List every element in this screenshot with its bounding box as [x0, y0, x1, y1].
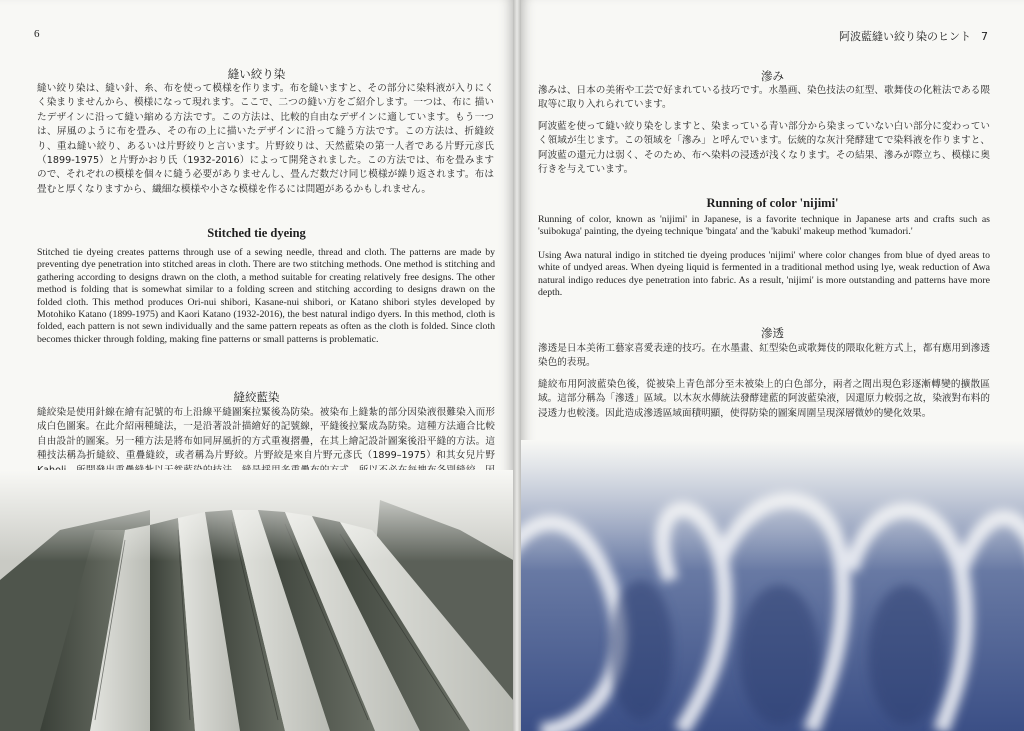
running-head-title: 阿波藍縫い絞り染のヒント	[839, 30, 971, 43]
stitched-cloth-photo	[0, 470, 513, 731]
en-heading: Stitched tie dyeing	[207, 226, 306, 240]
zh-paragraph: 縫絞染是使用針線在繪有記號的布上沿線平縫圖案拉緊後為防染。被染布上縫紮的部分因染液很難染入而形成白色圖案。在此介紹兩種縫法，一是沿著設計描繪好的記號線，平縫後拉緊成為防染。這種方法適合比較自由設計的圖案。另一種方法是將布如同屏風折的方式重複摺疊，在其上繪記設計圖案後沿平縫的方法。這種技法稱為折縫絞、重疊縫絞，或者稱為片野絞。片野絞是來自片野元彥氏（1899–1975）和其女兒片野	[37, 407, 495, 462]
zh-heading: 縫絞藍染	[233, 390, 280, 404]
jp-paragraph-2: 阿波藍を使って縫い絞り染をしますと、染まっている青い部分から染まっていない白い部分に変わっていく領域が生じます。この領域を「滲み」と呼んでいます。伝統的な灰汁発酵建てで染料液を作りますと、阿波藍の還元力は弱く、そのため、布へ染料の浸透が浅くなります。その結果、滲みが際立ち、模様に奥行きを与えています。	[538, 121, 990, 176]
en-heading: Running of color 'nijimi'	[706, 196, 839, 210]
zh-paragraph-2: 縫絞布用阿波藍染色後，從被染上青色部分至未被染上的白色部分，兩者之間出現色彩逐漸轉變的擴散區域。這部分稱為「滲透」區域。以木灰水傳統法發酵建藍的阿波藍染液，因還原力較弱之故，染液對布料的浸透力也較淺。因此造成滲透區域面積明顯，使得防染的圖案周圍呈現深層微妙的變化效果。	[538, 379, 990, 419]
right-page	[521, 0, 1024, 731]
zh-heading: 滲透	[761, 326, 784, 340]
en-paragraph: Stitched tie dyeing creates patterns through use of a sewing needle, thread and cloth. The patterns are made by preventing dye penetration into stitched areas in cloth. There are two stitching methods. One method is stitching and gathering according to designs drawn on the cloth, a method suitable for creating relatively free designs. The other method is folding that is somewhat similar to a folding screen and stitching according to designs drawn on the folded cloth. This method produces Ori-nui shibori, Kasane-nui shibori, or Katano shibori styles developed by Motohiko Katano (1899-1975) and Kaori Katano (1932-2016), the best natural indigo dyers. In this method, cloth is folded, each pattern is not sewn individually and the same pattern repeats as often as the cloth is folded. Since cloth becomes thicker through folding, making fine patterns or small patterns is problematic.	[37, 247, 495, 345]
indigo-shibori-photo	[521, 440, 1024, 731]
jp-heading: 縫い絞り染	[227, 67, 286, 81]
jp-paragraph: 縫い絞り染は、縫い針、糸、布を使って模様を作ります。布を縫いますと、その部分に染料液が入りにくく染まりませんから、模様になって現れます。ここで、二つの縫い方をご紹介します。一つは、布に 描いたデザインに沿って縫い縮める方法です。この方法は、比較的自由なデザインに適しています。もう一つは、屏風のように布を畳み、その布の上に描いたデザインに沿って縫う方法です。この方法は、折縫絞り、重ね縫い絞り、あるいは片野絞りと言います。片野絞りは、天然藍染の第一人者である片野元彦氏（1899-1975）と片野かおり氏（1932-2016）によって開発されました。この方法では、布を畳みますので、それぞれの模様を個々に縫う必要がありませんし、畳んだ数だけ同じ模様が繰り返されます。布は畳むと厚くなりますから、繊細な模様や小さな模様を作るには問題があるかもしれません。	[37, 83, 494, 195]
running-head	[829, 28, 988, 44]
en-paragraph-2: Using Awa natural indigo in stitched tie dyeing produces 'nijimi' where color changes from blue of dyed areas to white of undyed areas. When dyeing liquid is fermented in a traditional method using lye, weak reduction of Awa natural indigo reduces dye penetration into fabric. As a result, 'nijimi' is more outstanding and patterns have more depth.	[538, 250, 990, 299]
jp-paragraph-1: 滲みは、日本の美術や工芸で好まれている技巧です。水墨画、染色技法の紅型、歌舞伎の化粧法である隈取等に取り入れられています。	[538, 85, 990, 111]
jp-heading: 滲み	[761, 69, 784, 83]
zh-paragraph-1: 滲透是日本美術工藝家喜愛表達的技巧。在水墨畫、紅型染色或歌舞伎的隈取化粧方式上，都有應用到滲透染色的表現。	[538, 343, 990, 369]
page-number: 7	[981, 30, 988, 43]
book-gutter	[513, 0, 521, 731]
en-paragraph-1: Running of color, known as 'nijimi' in Japanese, is a favorite technique in Japanese arts and crafts such as 'suibokuga' painting, the dyeing technique 'bingata' and the 'kabuki' makeup method 'kumadori.'	[538, 214, 990, 238]
page-number: 6	[34, 28, 40, 40]
